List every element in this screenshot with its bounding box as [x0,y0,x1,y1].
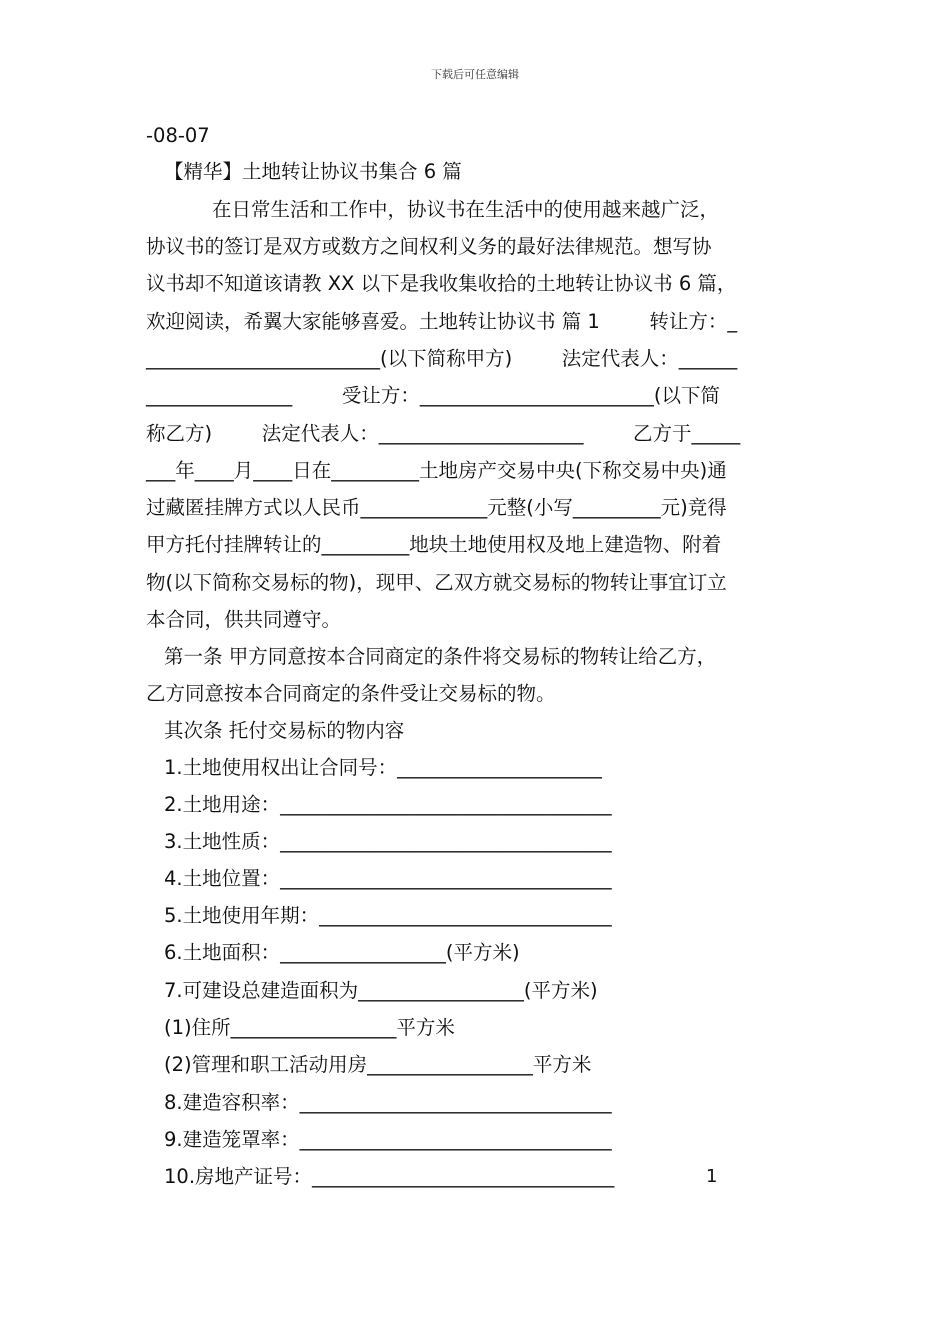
form-field-line: 1.土地使用权出让合同号：_____________________ [164,756,602,779]
paragraph-line: ________________________(以下简称甲方) 法定代表人：______ [146,347,738,370]
document-title: 【精华】土地转让协议书集合 6 篇 [164,160,462,183]
paragraph-line: 本合同，供共同遵守。 [146,608,342,631]
paragraph-line: ___年____月____日在_________土地房产交易中央(下称交易中央)通 [146,459,727,482]
paragraph-line: 在日常生活和工作中，协议书在生活中的使用越来越广泛， [212,198,720,221]
page-number: 1 [706,1166,718,1187]
form-field-line: 2.土地用途：__________________________________ [164,793,612,816]
paragraph-line: 欢迎阅读，希翼大家能够喜爱。土地转让协议书 篇 1 转让方：_ [146,310,738,333]
article-heading: 其次条 托付交易标的物内容 [164,719,405,742]
form-field-line: 9.建造笼罩率：________________________________ [164,1128,612,1151]
paragraph-line: 物(以下简称交易标的物)，现甲、乙双方就交易标的物转让事宜订立 [146,571,727,594]
paragraph-line: _______________ 受让方：________________________(以下简 [146,384,720,407]
form-field-line: (2)管理和职工活动用房_________________平方米 [164,1053,592,1076]
paragraph-line: 称乙方) 法定代表人：_____________________ 乙方于_____ [146,422,741,445]
form-field-line: 10.房地产证号：_______________________________ [164,1165,615,1188]
paragraph-line: 协议书的签订是双方或数方之间权利义务的最好法律规范。想写协 [146,235,712,258]
form-field-line: 3.土地性质：__________________________________ [164,830,612,853]
page-header: 下载后可任意编辑 [431,68,519,81]
paragraph-line: 甲方托付挂牌转让的_________地块土地使用权及地上建造物、附着 [146,533,722,556]
form-field-line: 5.土地使用年期：______________________________ [164,904,612,927]
form-field-line: 8.建造容积率：________________________________ [164,1091,612,1114]
date-line: -08-07 [146,124,210,147]
paragraph-line: 议书却不知道该请教 XX 以下是我收集收拾的土地转让协议书 6 篇， [146,272,737,295]
paragraph-line: 过藏匿挂牌方式以人民币_____________元整(小写_________元)竞得 [146,496,727,519]
article-line: 第一条 甲方同意按本合同商定的条件将交易标的物转让给乙方， [164,645,717,668]
form-field-line: 6.土地面积：_________________(平方米) [164,941,520,964]
form-field-line: 7.可建设总建造面积为_________________(平方米) [164,979,598,1002]
form-field-line: (1)住所_________________平方米 [164,1016,455,1039]
form-field-line: 4.土地位置：__________________________________ [164,867,612,890]
article-line: 乙方同意按本合同商定的条件受让交易标的物。 [146,682,556,705]
